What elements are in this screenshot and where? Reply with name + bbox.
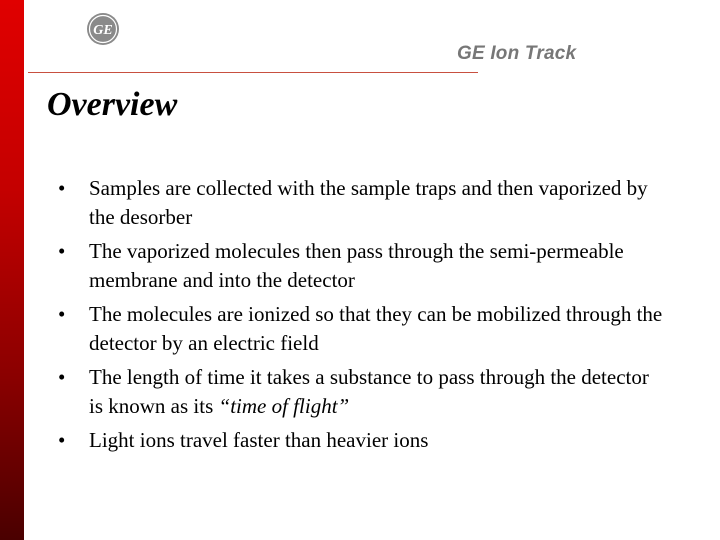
bullet-dot: • bbox=[58, 302, 66, 326]
red-sidebar bbox=[0, 0, 24, 540]
ge-logo-icon bbox=[86, 12, 120, 46]
bullet-list bbox=[58, 174, 668, 460]
brand-name: GE Ion Track bbox=[457, 43, 577, 64]
bullet-text: The vaporized molecules then pass through the semi-permeable membrane and into the detector bbox=[89, 239, 624, 292]
bullet-text: The molecules are ionized so that they can be mobilized through the detector by an electric field bbox=[89, 302, 663, 355]
logo-text: GE bbox=[93, 23, 113, 38]
bullet-item bbox=[58, 300, 668, 358]
slide-title: Overview bbox=[47, 86, 178, 123]
bullet-text: Samples are collected with the sample traps and then vaporized by the desorber bbox=[89, 176, 648, 229]
bullet-dot: • bbox=[58, 365, 66, 389]
bullet-emphasis: “time of flight” bbox=[218, 394, 350, 418]
bullet-dot: • bbox=[58, 428, 66, 452]
bullet-text: Light ions travel faster than heavier ions bbox=[89, 428, 429, 452]
bullet-item bbox=[58, 174, 668, 232]
bullet-item bbox=[58, 363, 668, 421]
bullet-item bbox=[58, 237, 668, 295]
bullet-item bbox=[58, 426, 668, 455]
bullet-text: The length of time it takes a substance to pass through the detector is known as its bbox=[89, 365, 649, 418]
bullet-dot: • bbox=[58, 176, 66, 200]
bullet-dot: • bbox=[58, 239, 66, 263]
header-divider bbox=[28, 72, 478, 73]
